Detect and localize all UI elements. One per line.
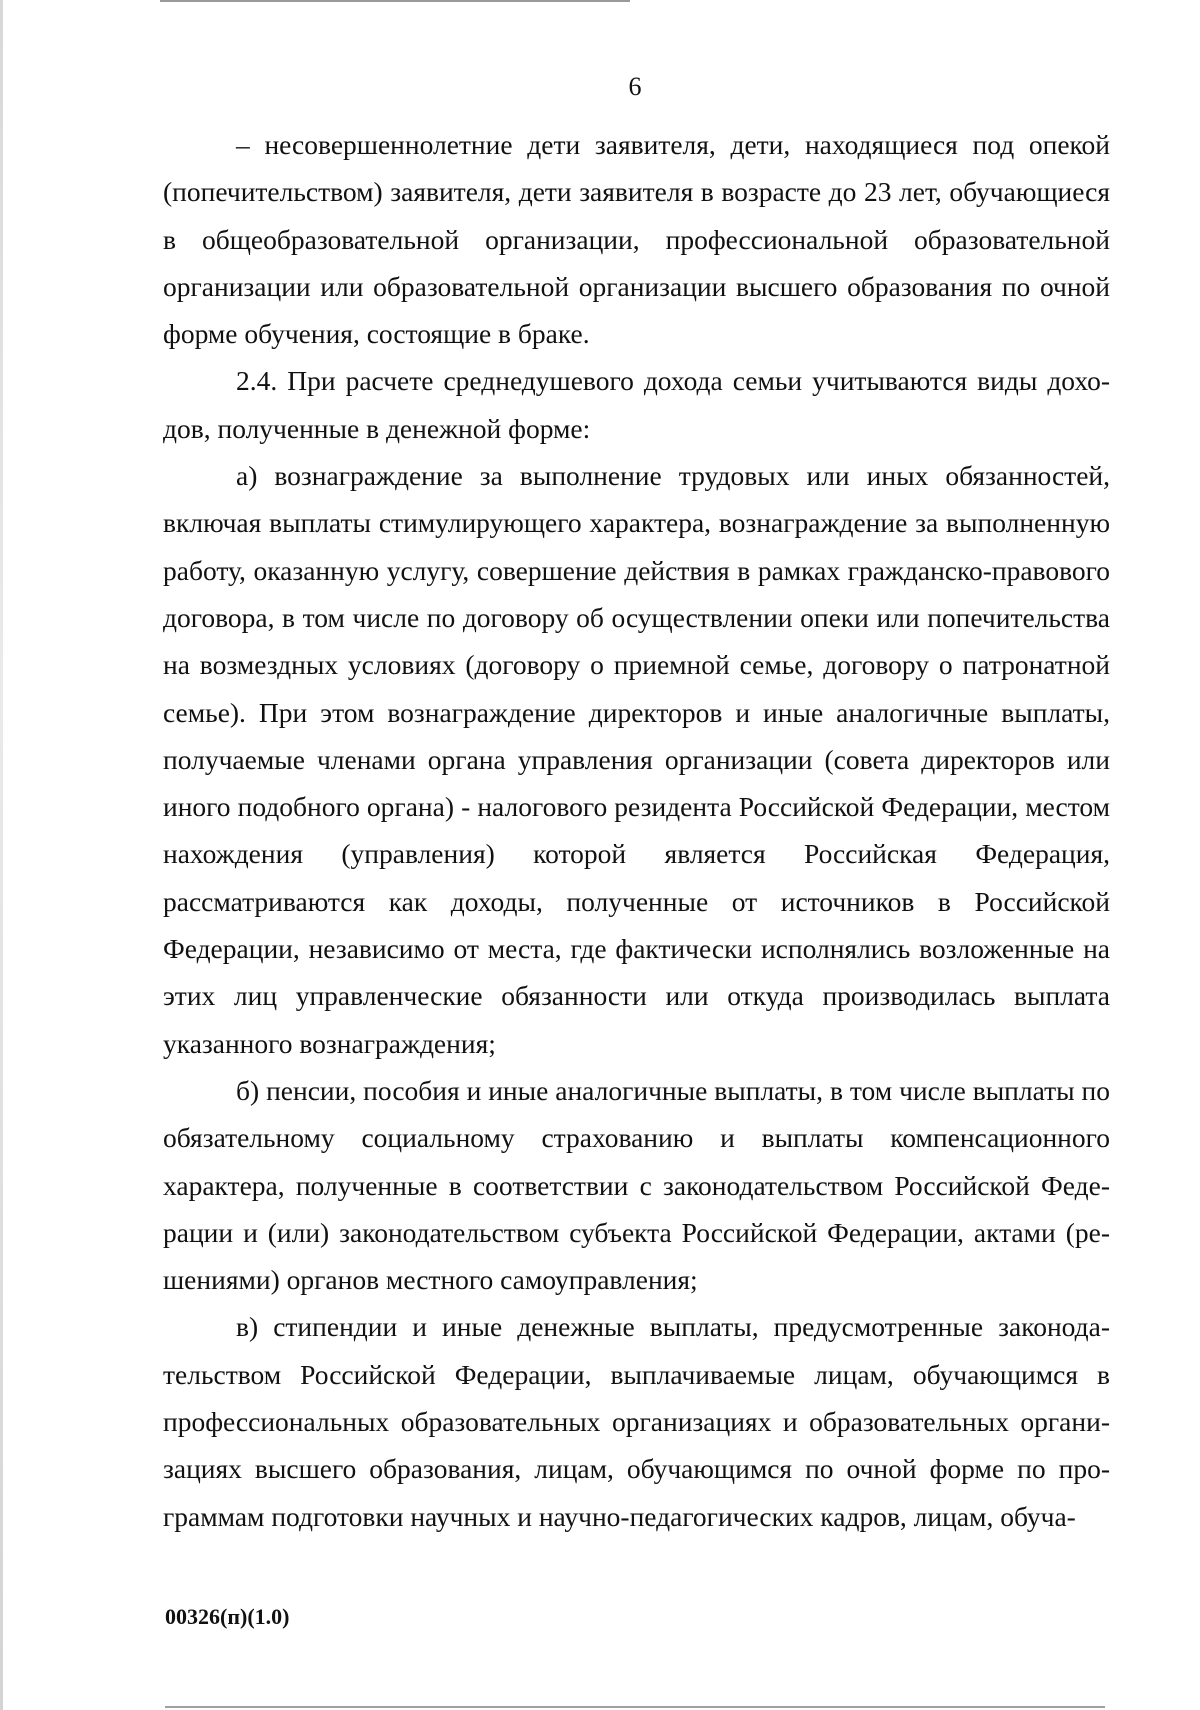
paragraph-2-4: 2.4. При расчете среднедушевого дохода семьи учитываются виды доходов, полученные в денежной форме: xyxy=(163,365,1110,444)
scan-left-edge xyxy=(0,0,3,1710)
paragraph-dependents: – несовершеннолетние дети заявителя, дети, находящиеся под опекой (попечительством) заявителя, дети заявителя в возрасте до 23 лет, обучающиеся в общеобразовательной организации, профессиональной образовательной организации или образовательной организации высшего образования по очной форме обучения, состоящие в браке. xyxy=(163,129,1110,350)
scan-artifact-bottom-line xyxy=(165,1706,1105,1708)
paragraph-b: б) пенсии, пособия и иные аналогичные выплаты, в том числе выплаты по обязательному социальному страхованию и выплаты компенсационного характера, полученные в соответствии с законодательством Российской Федерации и (или) законодательством субъекта Российской Федерации, актами (решениями) органов местного самоуправления; xyxy=(163,1074,1110,1296)
scan-artifact-top-line xyxy=(160,0,630,2)
document-code: 00326(п)(1.0) xyxy=(165,1604,290,1629)
page-number: 6 xyxy=(628,72,642,101)
document-body xyxy=(163,121,1110,1540)
paragraph-v: в) стипендии и иные денежные выплаты, предусмотренные законодательством Российской Федерации, выплачиваемые лицам, обучающимся в профессиональных образовательных организациях и образовательных организациях высшего образования, лицам, обучающимся по очной форме по программам подготовки научных и научно-педагогических кадров, лицам, обуча- xyxy=(163,1311,1110,1532)
paragraph-a: а) вознаграждение за выполнение трудовых или иных обязанностей, включая выплаты стимулирующего характера, вознаграждение за выполненную работу, оказанную услугу, совершение действия в рамках гражданско-правового договора, в том числе по договору об осуществлении опеки или попечительства на возмездных условиях (договору о приемной семье, договору о патронатной семье). При этом вознаграждение директоров и иные аналогичные выплаты, получаемые членами органа управления организации (совета директоров или иного подобного органа) - налогового резидента Российской Федерации, местом нахождения (управления) которой является Российская Федерация, рассматриваются как доходы, полученные от источников в Российской Федерации, независимо от места, где фактически исполнялись возложенные на этих лиц управленческие обязанности или откуда производилась выплата указанного вознаграждения; xyxy=(163,460,1110,1059)
